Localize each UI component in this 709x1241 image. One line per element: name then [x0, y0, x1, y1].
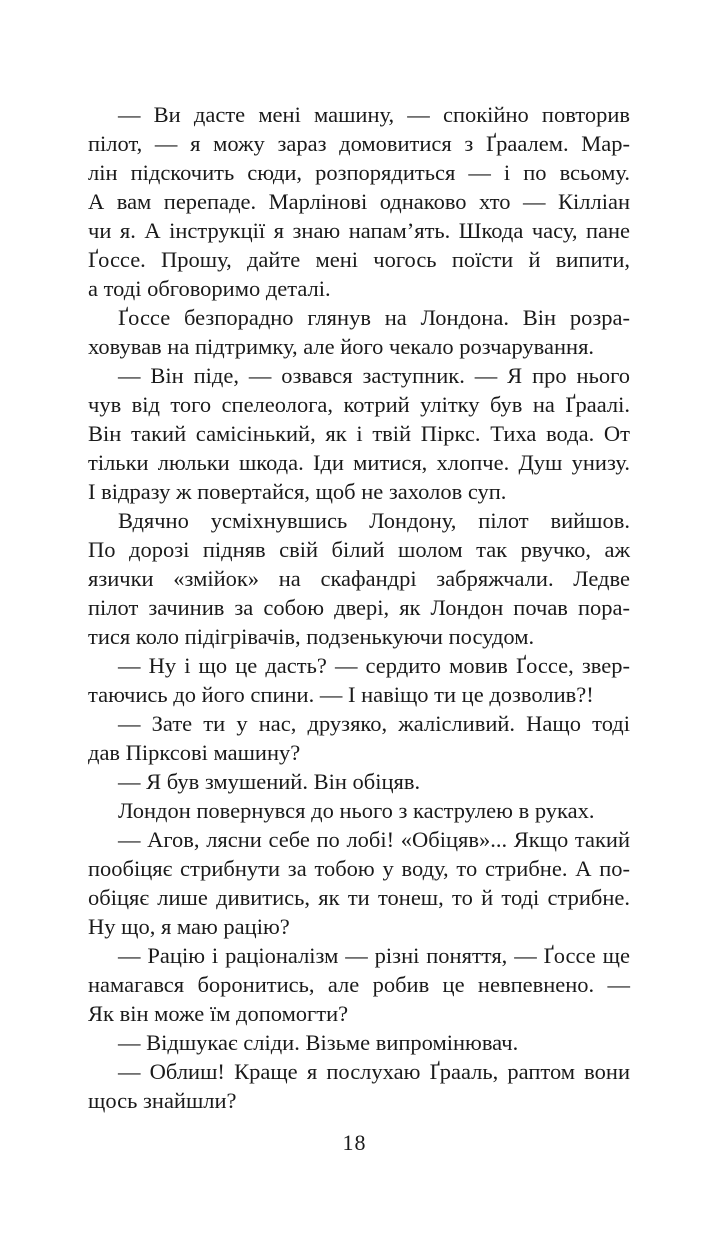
text-line: Вдячно усміхнувшись Лондону, пілот вийшов.	[118, 508, 630, 533]
text-line: Як він може їм допомогти?	[88, 1001, 349, 1026]
text-line: щось знайшли?	[88, 1088, 237, 1113]
text-line: Ґоссе безпорадно глянув на Лондона. Він розра-	[118, 305, 630, 330]
text-line: таючись до його спини. — І навіщо ти це дозволив?!	[88, 682, 594, 707]
text-line: чув від того спелеолога, котрий улітку був на Ґраалі.	[88, 392, 630, 417]
text-line: А вам перепаде. Марлінові однаково хто — Кілліан	[88, 189, 630, 214]
text-line: — Агов, лясни себе по лобі! «Обіцяв»... Якщо такий	[118, 827, 630, 852]
text-line: — Облиш! Краще я послухаю Ґрааль, раптом вони	[118, 1059, 630, 1084]
text-line: а тоді обговоримо деталі.	[88, 276, 331, 301]
text-line: дав Пірксові машину?	[88, 740, 301, 765]
text-line: пілот, — я можу зараз домовитися з Ґраалем. Мар-	[88, 131, 630, 156]
body-text	[88, 100, 630, 1115]
text-line: намагався боронитись, але робив це невпевнено. —	[88, 972, 630, 997]
text-line: тільки люльки шкода. Іди митися, хлопче. Душ унизу.	[88, 450, 630, 475]
text-line: пообіцяє стрибнути за тобою у воду, то стрибне. А по-	[88, 856, 630, 881]
text-line: І відразу ж повертайся, щоб не захолов суп.	[88, 479, 507, 504]
text-line: тися коло підігрівачів, подзенькуючи посудом.	[88, 624, 535, 649]
text-line: язички «змійок» на скафандрі забряжчали. Ледве	[88, 566, 630, 591]
text-line: — Я був змушений. Він обіцяв.	[118, 769, 421, 794]
text-line: — Відшукає сліди. Візьме випромінювач.	[118, 1030, 519, 1055]
text-line: лін підскочить сюди, розпорядиться — і по всьому.	[88, 160, 630, 185]
text-line: ховував на підтримку, але його чекало розчарування.	[88, 334, 595, 359]
page-number: 18	[342, 1130, 367, 1155]
text-line: Він такий самісінький, як і твій Піркс. Тиха вода. От	[88, 421, 630, 446]
text-line: пілот зачинив за собою двері, як Лондон почав пора-	[88, 595, 630, 620]
text-line: — Рацію і раціоналізм — різні поняття, — Ґоссе ще	[118, 943, 630, 968]
text-line: Лондон повернувся до нього з каструлею в руках.	[118, 798, 595, 823]
text-line: обіцяє лише дивитись, як ти тонеш, то й тоді стрибне.	[88, 885, 630, 910]
text-line: — Він піде, — озвався заступник. — Я про нього	[118, 363, 630, 388]
text-line: Ну що, я маю рацію?	[88, 914, 290, 939]
text-line: — Зате ти у нас, друзяко, жалісливий. Нащо тоді	[118, 711, 630, 736]
text-line: — Ви дасте мені машину, — спокійно повторив	[118, 102, 630, 127]
text-line: — Ну і що це дасть? — сердито мовив Ґоссе, звер-	[118, 653, 630, 678]
text-line: Ґоссе. Прошу, дайте мені чогось поїсти й випити,	[88, 247, 630, 272]
text-line: По дорозі підняв свій білий шолом так рвучко, аж	[88, 537, 630, 562]
text-line: чи я. А інструкції я знаю напам’ять. Шкода часу, пане	[88, 218, 630, 243]
